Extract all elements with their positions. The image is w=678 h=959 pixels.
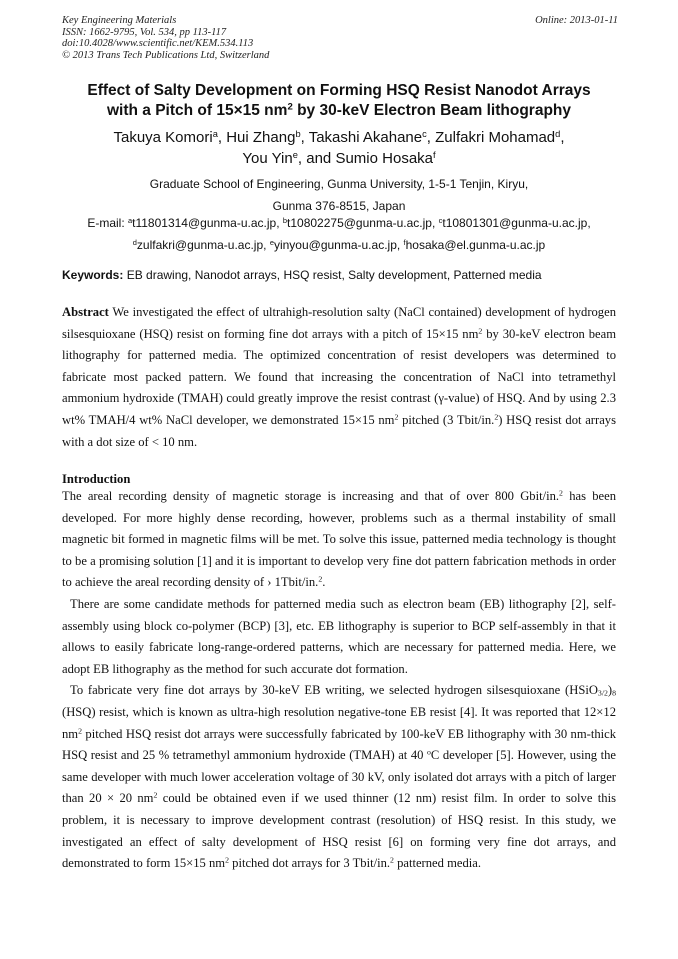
email-address: t10802275@gunma-u.ac.jp — [287, 216, 432, 230]
introduction — [62, 486, 616, 875]
email-block — [62, 213, 616, 256]
author-mark: d — [555, 128, 561, 139]
journal-name: Key Engineering Materials — [62, 15, 177, 26]
affiliation-line-1: Graduate School of Engineering, Gunma University, 1-5-1 Tenjin, Kiryu, — [149, 177, 529, 191]
section-heading-introduction: Introduction — [62, 472, 131, 486]
abstract — [62, 302, 616, 453]
abstract-paragraph: Abstract We investigated the effect of ultrahigh-resolution salty (NaCl contained) development of hydrogen silsesquioxane (HSQ) resist on forming fine dot arrays with a pitch of 15×15 $nm^2$ by 30-keV electron beam lithography for patterned media. The optimized concentration of resist developers was determined to fabricate most packed pattern. We found that increasing the concentration of NaCl into tetramethyl ammonium hydroxide (TMAH) could greatly improve the resist contrast (γ-value) of HSQ. And by using 2.3 wt% TMAH/4 wt% NaCl developer, we demonstrated 15×15 $nm^2$ pitched (3 Tbit/in.$^2$) HSQ resist dot arrays with a dot size of < 10 nm. — [62, 305, 616, 449]
title-line-2: with a Pitch of 15×15 $nm^2$ by 30-keV Electron Beam lithography — [106, 101, 572, 119]
author-mark: f — [433, 149, 436, 160]
copyright-line: © 2013 Trans Tech Publications Ltd, Switzerland — [62, 49, 270, 61]
online-date: Online: 2013-01-11 — [535, 15, 618, 26]
keywords-text: EB drawing, Nanodot arrays, HSQ resist, Salty development, Patterned media — [123, 268, 542, 282]
doi-line: doi:10.4028/www.scientific.net/KEM.534.113 — [62, 38, 254, 50]
abstract-label: Abstract — [62, 305, 109, 319]
affiliation — [62, 173, 616, 217]
keywords-label: Keywords: — [62, 268, 124, 282]
affiliation-line-2: Gunma 376-8515, Japan — [272, 199, 406, 213]
author-name: Takashi Akahane — [308, 129, 423, 146]
intro-paragraph-1: The areal recording density of magnetic storage is increasing and that of over 800 Gbit/in.$^2$ has been developed. For more highly dense recording, however, problems such as a thermal instability of small magnetic bit formed in magnetic films will be met. To solve this issue, patterned media technology is thought to be a promising solution [1] and it is important to develop very fine dot pattern fabrication methods in order to achieve the areal recording density of › 1Tbit/in.$^2$. — [62, 488, 617, 590]
email-address: t10801301@gunma-u.ac.jp — [442, 216, 588, 230]
author-mark: e — [292, 149, 298, 160]
journal-header — [62, 15, 618, 61]
keywords — [62, 268, 618, 283]
email-address: zulfakri@gunma-u.ac.jp — [136, 237, 264, 252]
author-line-2: You Yin$^e$, and Sumio Hosaka$^f$ — [242, 149, 436, 167]
authors-and: and — [306, 149, 336, 167]
author-name: You Yin — [242, 149, 293, 167]
intro-paragraph-3: To fabricate very fine dot arrays by 30-keV EB writing, we selected hydrogen silsesquioxane $(HSiO_{3/2})_8$ (HSQ) resist, which is known as ultra-high resolution negative-tone EB resist [4]. It was reported that 12×12 $nm^2$ pitched HSQ resist dot arrays were successfully fabricated by 100-keV EB lithography with 30 nm-thick HSQ resist and 25 % tetramethyl ammonium hydroxide (TMAH) at 40 $^o$C developer [5]. However, using the same developer with much lower acceleration voltage of 30 kV, only isolated dot arrays with a pitch of larger than 20 × 20 $nm^2$ could be obtained even if we used thinner (12 nm) resist film. In order to solve this problem, it is necessary to improve development contrast (resolution) of HSQ resist. In this study, we investigated an effect of salty development of HSQ resist [6] on forming very fine dot arrays, and demonstrated to form 15×15 $nm^2$ pitched dot arrays for 3 Tbit/in.$^2$ patterned media. — [62, 683, 616, 871]
email-label: E-mail: — [87, 216, 128, 230]
author-list — [62, 128, 616, 169]
author-name: Sumio Hosaka — [335, 149, 433, 167]
author-name: Zulfakri Mohamad — [435, 129, 556, 146]
author-mark: a — [212, 128, 218, 139]
title-line-1: Effect of Salty Development on Forming HSQ Resist Nanodot Arrays — [87, 82, 591, 99]
author-name: Hui Zhang — [226, 129, 296, 146]
author-mark: b — [295, 128, 301, 139]
issn-line: ISSN: 1662-9795, Vol. 534, pp 113-117 — [62, 26, 227, 38]
email-address: hosaka@el.gunma-u.ac.jp — [405, 237, 546, 252]
email-address: t11801314@gunma-u.ac.jp — [132, 216, 277, 230]
intro-paragraph-2: There are some candidate methods for patterned media such as electron beam (EB) lithography [2], self-assembly using block co-polymer (BCP) [3], etc. EB lithography is superior to BCP self-assembly in that it allows to easily fabricate long-range-ordered patterns, which are necessary for patterned media. Here, we adopt EB lithography as the method for such accurate dot formation. — [62, 596, 616, 676]
author-mark: c — [422, 128, 427, 139]
email-line-2: $^d$zulfakri@gunma-u.ac.jp, $^e$yinyou@gunma-u.ac.jp, $^f$hosaka@el.gunma-u.ac.jp — [132, 237, 546, 252]
paper-title — [62, 81, 616, 121]
author-line-1: Takuya Komori$^a$, Hui Zhang$^b$, Takashi Akahane$^c$, Zulfakri Mohamad$^d$, — [113, 128, 565, 146]
email-line-1: E-mail: $^a$t11801314@gunma-u.ac.jp, $^b$t10802275@gunma-u.ac.jp, $^c$t10801301@gunma-u.ac.jp, — [87, 215, 591, 230]
author-name: Takuya Komori — [113, 129, 213, 146]
email-address: yinyou@gunma-u.ac.jp — [273, 237, 397, 252]
